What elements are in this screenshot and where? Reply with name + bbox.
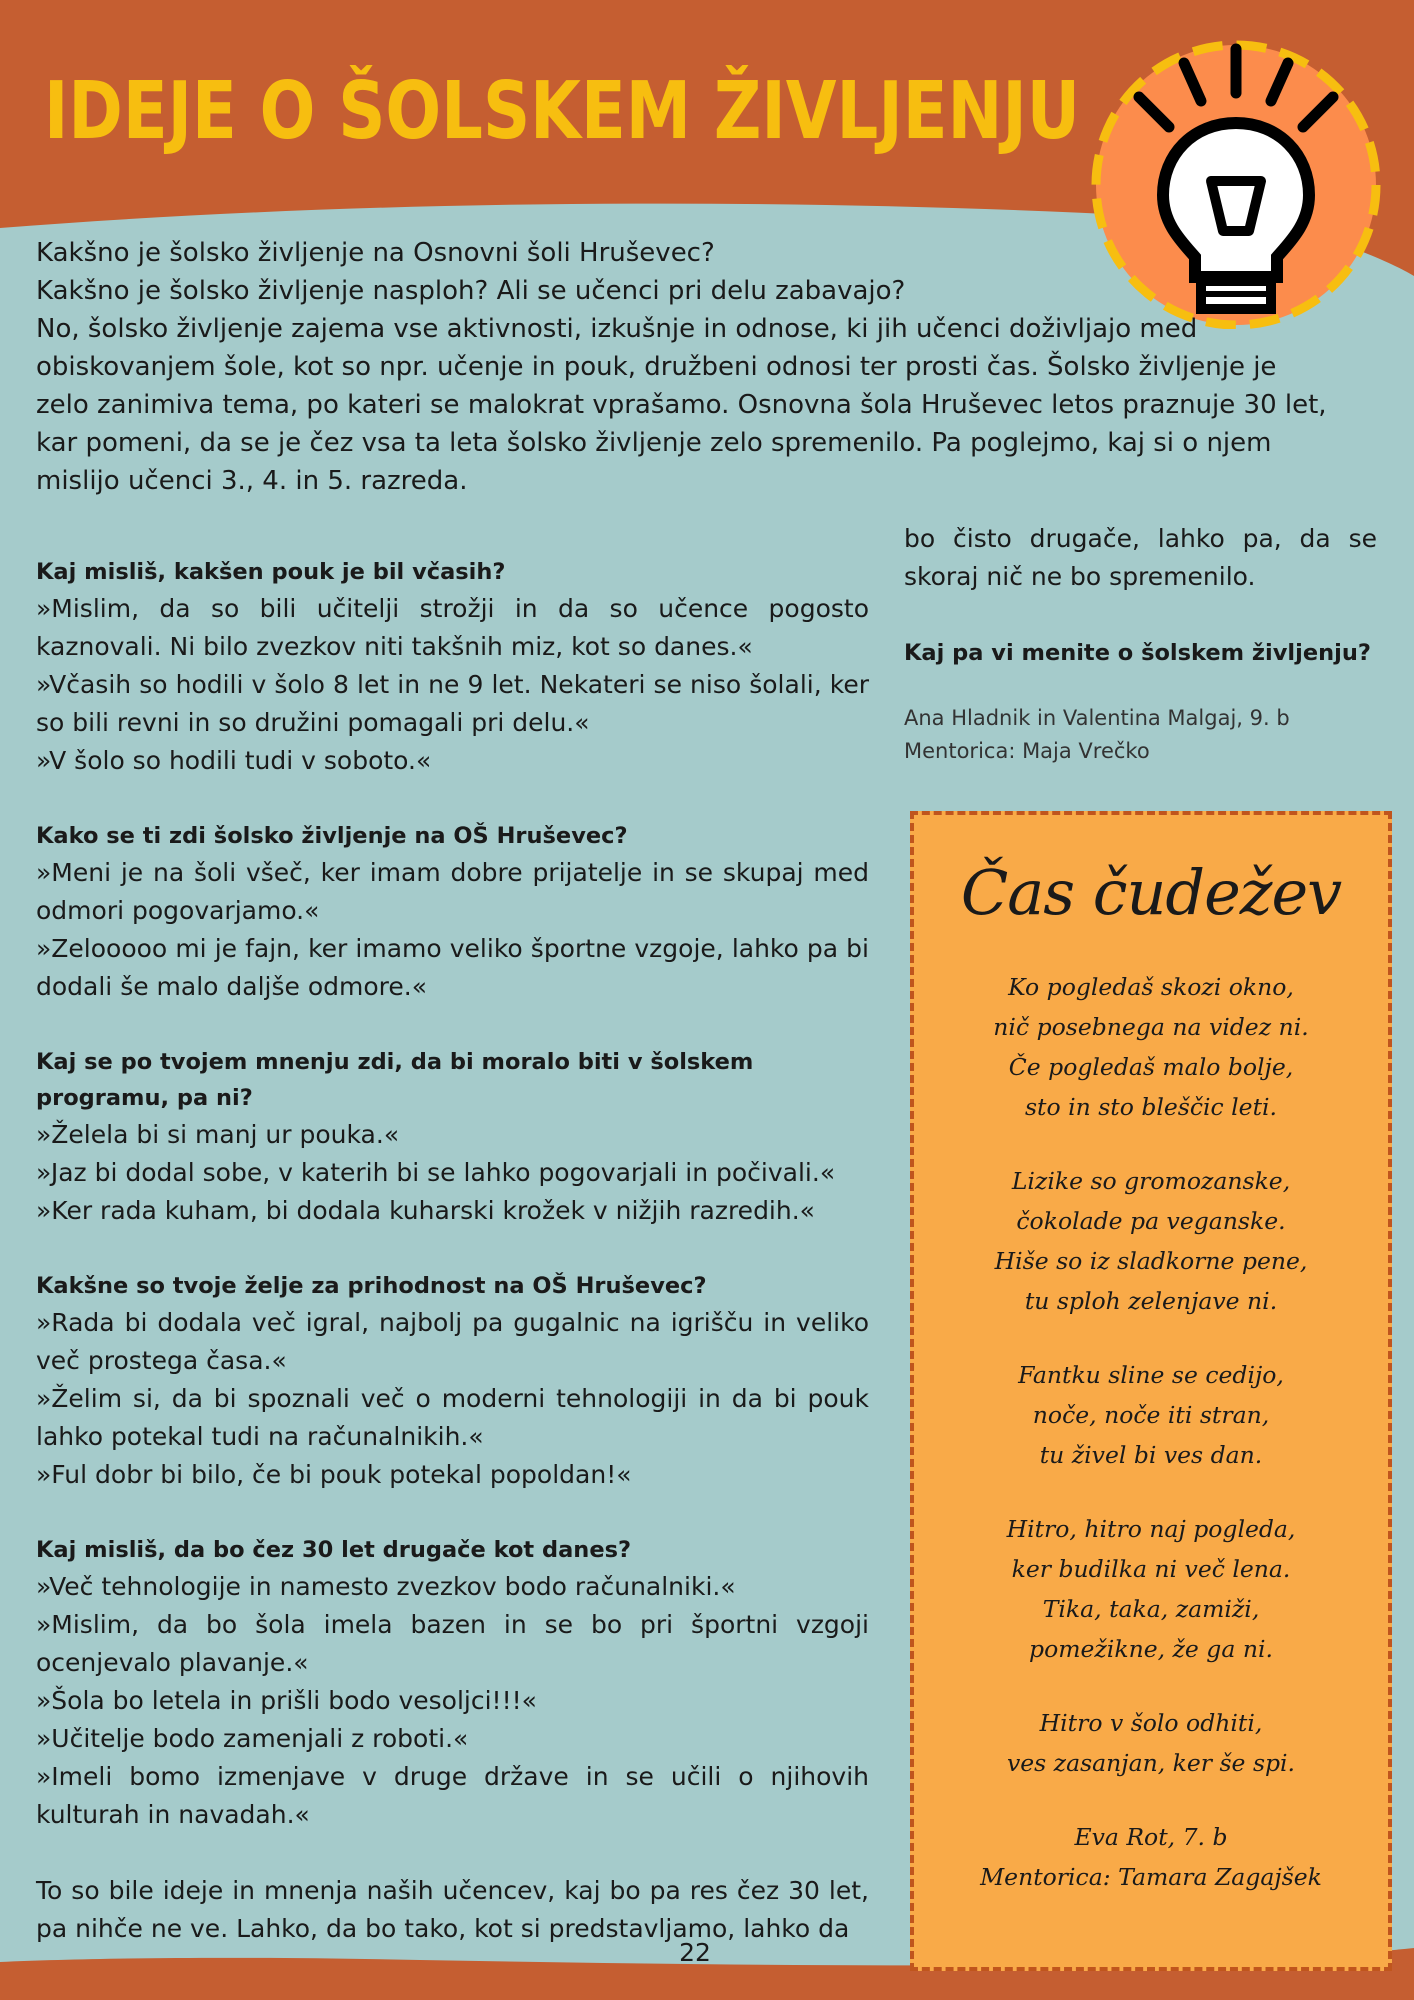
- poem-stanza: [914, 1703, 1388, 1783]
- closing-continuation: bo čisto drugače, lahko pa, da se skoraj nič ne bo spremenilo.: [904, 524, 1377, 591]
- interview-question: Kaj misliš, da bo čez 30 let drugače kot danes?: [36, 1537, 632, 1563]
- interview-answer: »Včasih so hodili v šolo 8 let in ne 9 let. Nekateri se niso šolali, ker so bili revni in so družini pomagali pri delu.«: [36, 670, 869, 737]
- poem-line: noče, noče iti stran,: [1032, 1401, 1270, 1429]
- interview-answer: »Ful dobr bi bilo, če bi pouk potekal popoldan!«: [36, 1460, 632, 1489]
- poem-line: tu sploh zelenjave ni.: [1024, 1287, 1278, 1315]
- poem-title: Čas čudežev: [960, 856, 1342, 929]
- poem-line: Hitro v šolo odhiti,: [1039, 1709, 1263, 1737]
- poem-line: Hitro, hitro naj pogleda,: [1006, 1515, 1296, 1543]
- interview-column: [36, 554, 869, 1948]
- poem-stanza: [914, 1355, 1388, 1475]
- intro-line: Kakšno je šolsko življenje nasploh? Ali se učenci pri delu zabavajo?: [36, 276, 906, 306]
- intro-paragraph: No, šolsko življenje zajema vse aktivnosti, izkušnje in odnose, ki jih učenci doživljajo med obiskovanjem šole, kot so npr. učenje in pouk, družbeni odnosi ter prosti čas. Šolsko življenje je zelo zanimiva tema, po kateri se malokrat vprašamo. Osnovna šola Hruševec letos praznuje 30 let, kar pomeni, da se je čez vsa ta leta šolsko življenje zelo spremenilo. Pa poglejmo, kaj si o njem mislijo učenci 3., 4. in 5. razreda.: [36, 314, 1327, 496]
- poem-line: nič posebnega na videz ni.: [993, 1013, 1309, 1041]
- poem-author: Eva Rot, 7. b: [1074, 1823, 1228, 1851]
- interview-answer: »Jaz bi dodal sobe, v katerih bi se lahko pogovarjali in počivali.«: [36, 1158, 836, 1187]
- closing-question: Kaj pa vi menite o šolskem življenju?: [904, 640, 1371, 666]
- poem-stanza: [914, 1509, 1388, 1669]
- interview-answer: »Mislim, da so bili učitelji strožji in da so učence pogosto kaznovali. Ni bilo zvezkov niti takšnih miz, kot so danes.«: [36, 594, 869, 661]
- interview-question: Kako se ti zdi šolsko življenje na OŠ Hruševec?: [36, 823, 628, 849]
- interview-answer: »Ker rada kuham, bi dodala kuharski krožek v nižjih razredih.«: [36, 1196, 815, 1225]
- author-names: Ana Hladnik in Valentina Malgaj, 9. b: [904, 706, 1290, 730]
- poem-line: ves zasanjan, ker še spi.: [1006, 1749, 1296, 1777]
- page-number: 22: [679, 1938, 711, 1967]
- interview-answer: »Želela bi si manj ur pouka.«: [36, 1120, 400, 1149]
- interview-answer: »Želim si, da bi spoznali več o moderni tehnologiji in da bi pouk lahko potekal tudi na računalnikih.«: [36, 1384, 869, 1451]
- page-title: IDEJE O ŠOLSKEM ŽIVLJENJU: [44, 65, 1081, 157]
- closing-text: To so bile ideje in mnenja naših učencev, kaj bo pa res čez 30 let, pa nihče ne ve. Lahko, da bo tako, kot si predstavljamo, lahko da: [36, 1876, 869, 1943]
- interview-section: [36, 1268, 869, 1494]
- interview-answer: »Učitelje bodo zamenjali z roboti.«: [36, 1724, 469, 1753]
- interview-answer: »Rada bi dodala več igral, najbolj pa gugalnic na igrišču in veliko več prostega časa.«: [36, 1308, 869, 1375]
- interview-answer: »Imeli bomo izmenjave v druge države in se učili o njihovih kulturah in navadah.«: [36, 1762, 869, 1829]
- poem-line: sto in sto bleščic leti.: [1024, 1093, 1278, 1121]
- poem-line: tu živel bi ves dan.: [1039, 1441, 1263, 1469]
- poem-line: Če pogledaš malo bolje,: [1008, 1053, 1294, 1081]
- interview-question: Kakšne so tvoje želje za prihodnost na OŠ Hruševec?: [36, 1273, 707, 1299]
- poem-line: Lizike so gromozanske,: [1011, 1167, 1291, 1195]
- intro-text: [36, 234, 1376, 500]
- interview-answer: »Meni je na šoli všeč, ker imam dobre prijatelje in se skupaj med odmori pogovarjamo.«: [36, 858, 869, 925]
- poem-box: [910, 811, 1392, 1971]
- poem-signature: [914, 1817, 1388, 1897]
- poem-mentor: Mentorica: Tamara Zagajšek: [980, 1863, 1322, 1891]
- poem-line: pomežikne, že ga ni.: [1029, 1635, 1273, 1663]
- interview-answer: »Zelooooo mi je fajn, ker imamo veliko športne vzgoje, lahko pa bi dodali še malo daljše odmore.«: [36, 934, 869, 1001]
- poem-line: Ko pogledaš skozi okno,: [1008, 973, 1294, 1001]
- poem-line: čokolade pa veganske.: [1016, 1207, 1286, 1235]
- interview-answer: »Šola bo letela in prišli bodo vesoljci!!!«: [36, 1686, 537, 1715]
- intro-line: Kakšno je šolsko življenje na Osnovni šoli Hruševec?: [36, 238, 715, 268]
- interview-answer: »Mislim, da bo šola imela bazen in se bo pri športni vzgoji ocenjevalo plavanje.«: [36, 1610, 869, 1677]
- poem-stanza: [914, 1161, 1388, 1321]
- poem-line: Fantku sline se cedijo,: [1018, 1361, 1284, 1389]
- poem-stanza: [914, 967, 1388, 1127]
- interview-section: [36, 554, 869, 780]
- interview-question: Kaj misliš, kakšen pouk je bil včasih?: [36, 559, 506, 585]
- right-column: [904, 520, 1377, 768]
- poem-line: ker budilka ni več lena.: [1011, 1555, 1291, 1583]
- interview-section: [36, 1532, 869, 1834]
- interview-section: [36, 1044, 869, 1230]
- poem-line: Tika, taka, zamiži,: [1042, 1595, 1260, 1623]
- article-authors: [904, 702, 1377, 768]
- poem-line: Hiše so iz sladkorne pene,: [994, 1247, 1308, 1275]
- mentor-name: Mentorica: Maja Vrečko: [904, 739, 1150, 763]
- interview-section: [36, 818, 869, 1006]
- interview-answer: »V šolo so hodili tudi v soboto.«: [36, 746, 432, 775]
- interview-answer: »Več tehnologije in namesto zvezkov bodo računalniki.«: [36, 1572, 736, 1601]
- interview-question: Kaj se po tvojem mnenju zdi, da bi moralo biti v šolskem programu, pa ni?: [36, 1049, 754, 1111]
